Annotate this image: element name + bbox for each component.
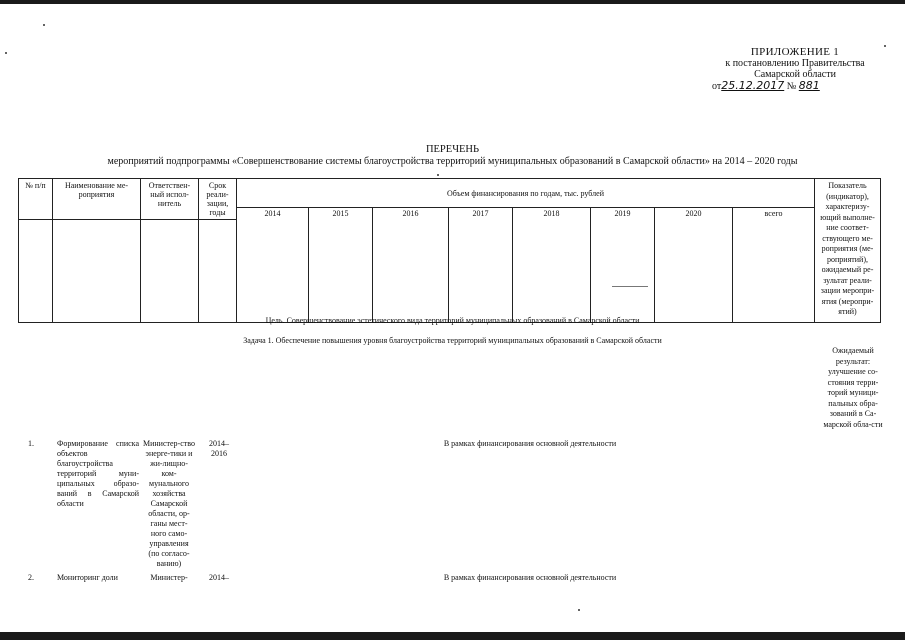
row-financing: В рамках финансирования основной деятельности — [443, 439, 617, 448]
header-cell-blank — [141, 220, 199, 323]
row-responsible: Министер-ство энерге-тики и жи-лищно-ком-мунального хозяйства Самарской области, ор-ганы мест-ного само-управления (по согласо-ванию) — [143, 439, 195, 568]
date-label: от — [712, 81, 722, 92]
document-subtitle: мероприятий подпрограммы «Совершенствование системы благоустройства территорий муниципальных образований в Самарской области» на 2014 – 2020 годы — [107, 156, 798, 167]
header-indicator: Показатель (индикатор), характеризу-ющий выполне-ние соответ-ствующего ме-роприятия (ме-роприятий), ожидаемый ре-зультат реали-зации меропри-ятия (меропри-ятий) — [815, 179, 881, 323]
row-number: 2. — [28, 573, 34, 582]
header-year: 2018 — [513, 208, 591, 323]
row-number: 1. — [28, 439, 34, 448]
header-cell-blank — [19, 220, 53, 323]
goal-line: Цель. Совершенствование эстетического вида территорий муниципальных образований в Самарской области — [265, 316, 640, 325]
header-number: № п/п — [19, 179, 53, 220]
scan-speck — [578, 609, 580, 611]
header-year: 2019 — [591, 208, 655, 323]
scan-speck — [5, 52, 7, 54]
appendix-date-line — [690, 80, 900, 92]
scan-speck — [437, 174, 439, 176]
financing-table — [18, 178, 881, 323]
header-responsible: Ответствен-ный испол-нитель — [141, 179, 199, 220]
header-year: 2016 — [373, 208, 449, 323]
handwritten-number: 881 — [798, 79, 820, 92]
row-term: 2014– 2016 — [209, 439, 229, 458]
document-title: ПЕРЕЧЕНЬ — [425, 144, 480, 155]
scan-speck — [884, 45, 886, 47]
row-activity-name: Формирование списка объектов благоустройства территорий муни-ципальных образо-ваний в Самарской области — [57, 439, 139, 508]
scan-edge-bottom — [0, 632, 905, 640]
task-line: Задача 1. Обеспечение повышения уровня благоустройства территорий муниципальных образований в Самарской области — [243, 336, 662, 345]
header-cell-blank — [199, 220, 237, 323]
header-term: Срок реали-зации, годы — [199, 179, 237, 220]
appendix-title: ПРИЛОЖЕНИЕ 1 — [750, 46, 840, 58]
scan-mark — [612, 286, 648, 287]
row-activity-name: Мониторинг доли — [57, 573, 118, 582]
appendix-header — [690, 47, 900, 92]
appendix-line-region: Самарской области — [754, 69, 836, 80]
header-activity-name: Наименование ме-роприятия — [53, 179, 141, 220]
header-financing: Объем финансирования по годам, тыс. рублей — [237, 179, 815, 208]
header-cell-blank — [53, 220, 141, 323]
handwritten-date: 25.12.2017 — [721, 79, 785, 92]
header-year: 2015 — [309, 208, 373, 323]
header-year: 2017 — [449, 208, 513, 323]
header-year: 2014 — [237, 208, 309, 323]
row-financing: В рамках финансирования основной деятельности — [443, 573, 617, 582]
row-term: 2014– — [209, 573, 229, 582]
document-heading — [0, 144, 905, 168]
row-responsible: Министер- — [150, 573, 188, 582]
expected-result: Ожидаемый результат: улучшение со-стояния терри-торий муници-пальных обра-зований в Са-марской обла-сти — [823, 346, 883, 429]
scan-speck — [43, 24, 45, 26]
scan-edge-top — [0, 0, 905, 4]
appendix-line-resolution: к постановлению Правительства — [725, 58, 865, 69]
header-year: 2020 — [655, 208, 733, 323]
number-label: № — [786, 81, 797, 92]
header-total: всего — [733, 208, 815, 323]
